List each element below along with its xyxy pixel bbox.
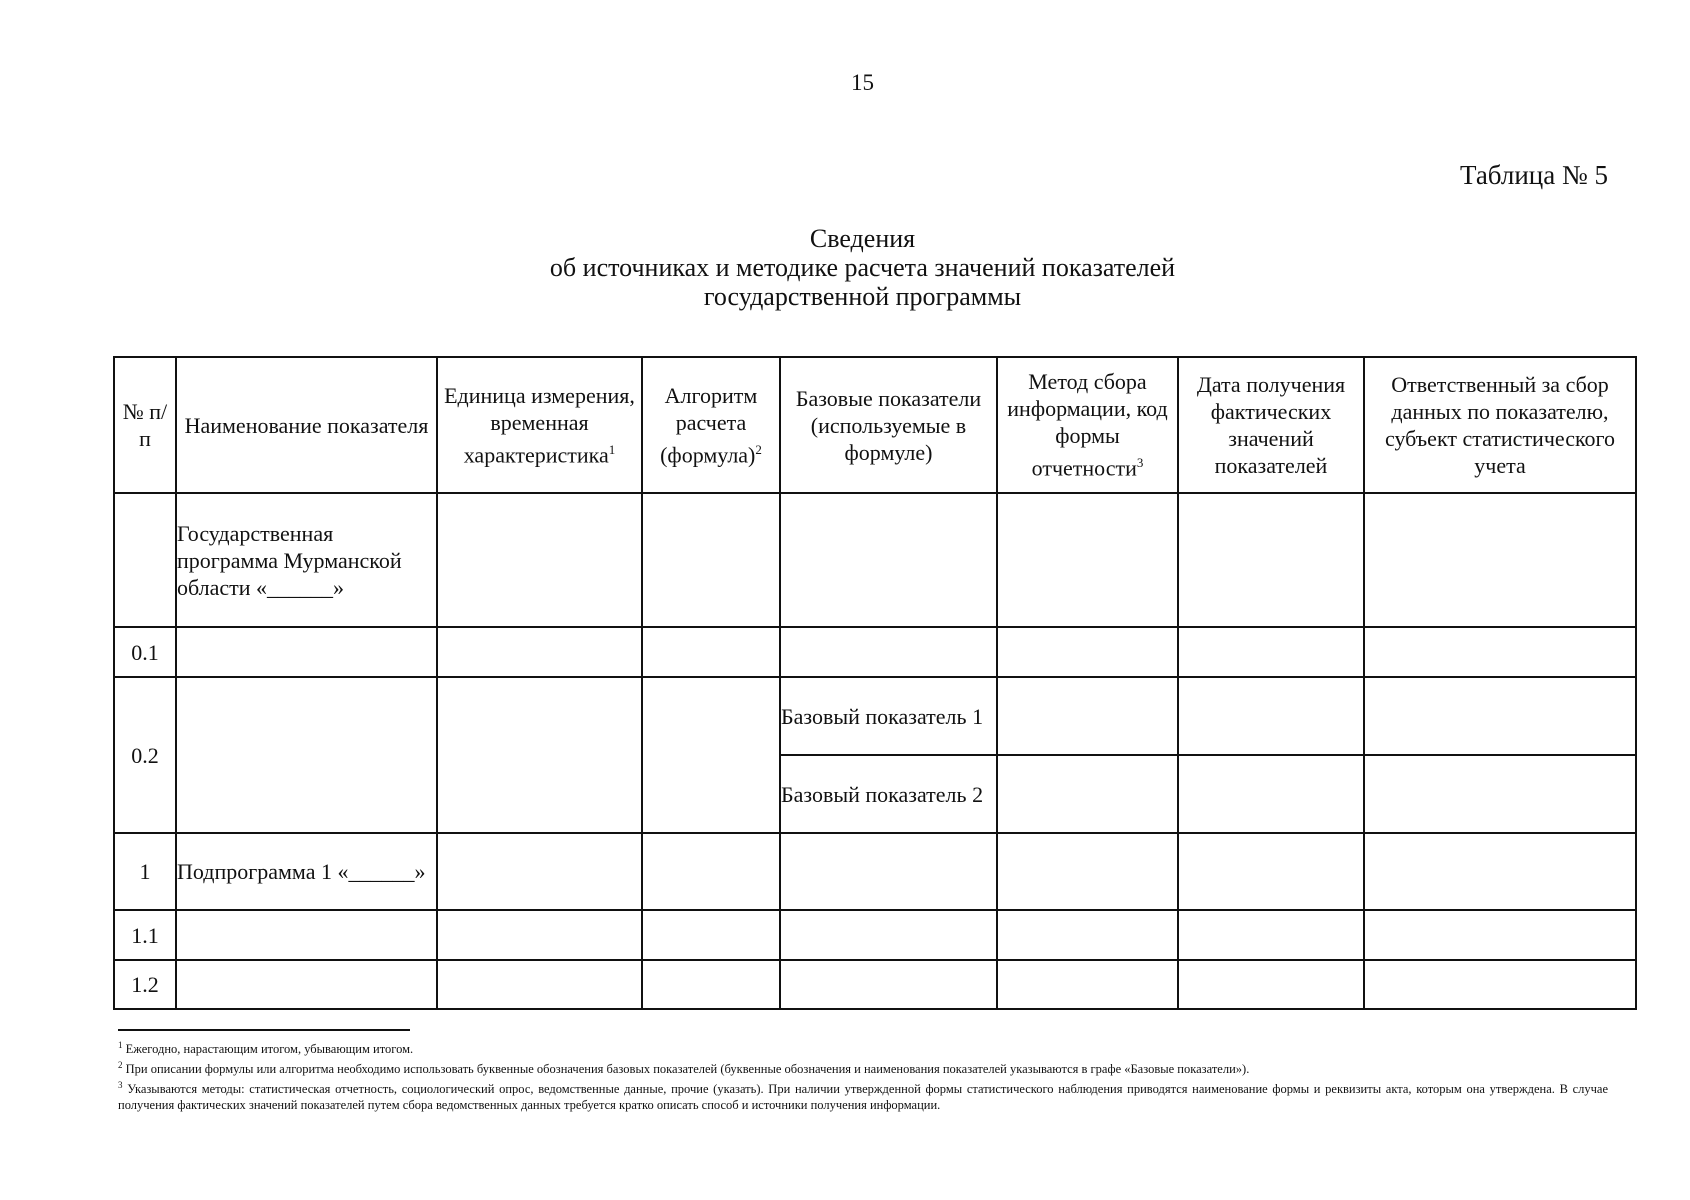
header-responsible: Ответственный за сбор данных по показателю, субъект статистического учета bbox=[1364, 357, 1636, 493]
cell-date bbox=[1178, 493, 1364, 627]
footnotes bbox=[118, 1025, 1608, 1113]
subprogram-name-cell: Подпрограмма 1 «______» bbox=[176, 833, 437, 910]
header-algorithm: Алгоритм расчета (формула)$^2$ bbox=[642, 357, 780, 493]
header-method: Метод сбора информации, код формы отчетности$^3$ bbox=[997, 357, 1178, 493]
footnote-ref-2: 2 bbox=[755, 441, 762, 457]
footnote-ref-3: 3 bbox=[1136, 455, 1144, 471]
row-number: 1 bbox=[114, 833, 176, 910]
program-name-cell: Государственная программа Мурманской области «______» bbox=[176, 493, 437, 627]
footnote-1: $^1$ Ежегодно, нарастающим итогом, убывающим итогом. bbox=[118, 1040, 414, 1057]
cell-responsible bbox=[1364, 493, 1636, 627]
footnote-ref-1: 1 bbox=[608, 441, 616, 457]
table-row bbox=[114, 910, 1636, 960]
title-line-2: об источниках и методике расчета значений показателей bbox=[549, 253, 1176, 282]
row-number: 1.2 bbox=[114, 960, 176, 1009]
table-row bbox=[114, 960, 1636, 1009]
header-name: Наименование показателя bbox=[176, 357, 437, 493]
cell-base bbox=[780, 493, 997, 627]
title-line-1: Сведения bbox=[809, 224, 916, 253]
row-number: 1.1 bbox=[114, 910, 176, 960]
footnote-3: $^3$ Указываются методы: статистическая отчетность, социологический опрос, ведомственные данные, прочие (указать). При наличии утвержденной формы статистического наблюдения приводятся наименование формы и реквизиты акта, которым она утверждена. В случае получения фактических значений показателей путем сбора ведомственных данных требуется кратко описать способ и источники получения информации. bbox=[118, 1080, 1609, 1113]
table-row bbox=[114, 677, 1636, 755]
cell-unit bbox=[437, 493, 642, 627]
indicators-table bbox=[113, 356, 1637, 1010]
page-number: 15 bbox=[851, 70, 874, 95]
table-row bbox=[114, 493, 1636, 627]
cell-method bbox=[997, 493, 1178, 627]
footnote-2: $^2$ При описании формулы или алгоритма необходимо использовать буквенные обозначения базовых показателей (буквенные обозначения и наименования показателей указываются в графе «Базовые показатели»). bbox=[118, 1060, 1250, 1077]
row-number: 0.1 bbox=[114, 627, 176, 677]
title-line-3: государственной программы bbox=[703, 282, 1022, 311]
cell-num bbox=[114, 493, 176, 627]
document-title bbox=[0, 224, 1690, 311]
base-indicator-2: Базовый показатель 2 bbox=[780, 755, 997, 833]
table-row bbox=[114, 833, 1636, 910]
table-label: Таблица № 5 bbox=[1460, 160, 1608, 190]
header-base-indicators: Базовые показатели (используемые в формуле) bbox=[780, 357, 997, 493]
cell-algo bbox=[642, 493, 780, 627]
header-num: № п/п bbox=[114, 357, 176, 493]
row-number: 0.2 bbox=[114, 677, 176, 833]
header-unit: Единица измерения, временная характеристика$^1$ bbox=[437, 357, 642, 493]
table-row bbox=[114, 627, 1636, 677]
header-row bbox=[114, 357, 1636, 493]
base-indicator-1: Базовый показатель 1 bbox=[780, 677, 997, 755]
header-date: Дата получения фактических значений показателей bbox=[1178, 357, 1364, 493]
